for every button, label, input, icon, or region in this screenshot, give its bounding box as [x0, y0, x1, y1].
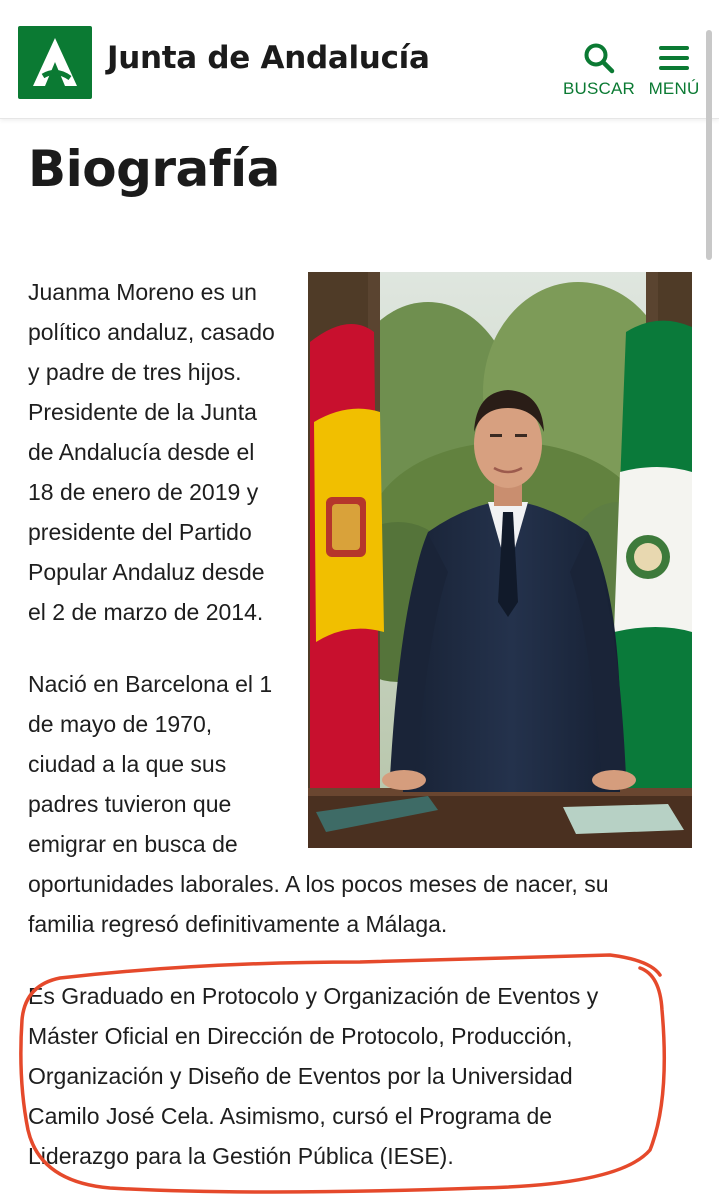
page-title: Biografía: [28, 140, 280, 198]
search-label: BUSCAR: [562, 79, 636, 98]
bio-paragraph-2: [28, 664, 688, 944]
bio-line: Liderazgo para la Gestión Pública (IESE).: [28, 1143, 454, 1169]
junta-logo-icon: [18, 26, 92, 99]
bio-line: Nació en Barcelona el 1: [28, 671, 273, 697]
bio-paragraph-3: [28, 976, 688, 1176]
biography-text: [28, 272, 688, 1176]
bio-line: político andaluz, casado: [28, 319, 275, 345]
bio-line: Camilo José Cela. Asimismo, cursó el Programa de: [28, 1103, 553, 1129]
bio-line: familia regresó definitivamente a Málaga.: [28, 911, 448, 937]
menu-label: MENÚ: [648, 79, 700, 98]
paragraph-spacer: [28, 632, 688, 664]
search-button[interactable]: [562, 42, 636, 99]
bio-line: oportunidades laborales. A los pocos meses de nacer, su: [28, 871, 609, 897]
bio-line: Es Graduado en Protocolo y Organización de Eventos y: [28, 983, 599, 1009]
bio-line: ciudad a la que sus: [28, 751, 227, 777]
bio-paragraph-1: [28, 272, 688, 632]
bio-line: padres tuvieron que: [28, 791, 232, 817]
hamburger-menu-icon: [658, 42, 690, 74]
bio-line: de Andalucía desde el: [28, 439, 255, 465]
menu-button[interactable]: [646, 42, 702, 99]
bio-line: Organización y Diseño de Eventos por la Universidad: [28, 1063, 573, 1089]
bio-line: y padre de tres hijos.: [28, 359, 242, 385]
bio-line: de mayo de 1970,: [28, 711, 213, 737]
bio-line: 18 de enero de 2019 y: [28, 479, 259, 505]
bio-line: presidente del Partido: [28, 519, 252, 545]
site-header: [0, 0, 719, 119]
bio-line: emigrar en busca de: [28, 831, 238, 857]
bio-line: Máster Oficial en Dirección de Protocolo, Producción,: [28, 1023, 573, 1049]
page-scrollbar[interactable]: [706, 30, 712, 260]
search-icon: [583, 42, 615, 74]
bio-line: el 2 de marzo de 2014.: [28, 599, 264, 625]
bio-line: Presidente de la Junta: [28, 399, 257, 425]
paragraph-spacer: [28, 944, 688, 976]
bio-line: Popular Andaluz desde: [28, 559, 265, 585]
site-brand-name[interactable]: Junta de Andalucía: [107, 40, 430, 76]
junta-logo[interactable]: [18, 26, 92, 99]
bio-line: Juanma Moreno es un: [28, 279, 257, 305]
